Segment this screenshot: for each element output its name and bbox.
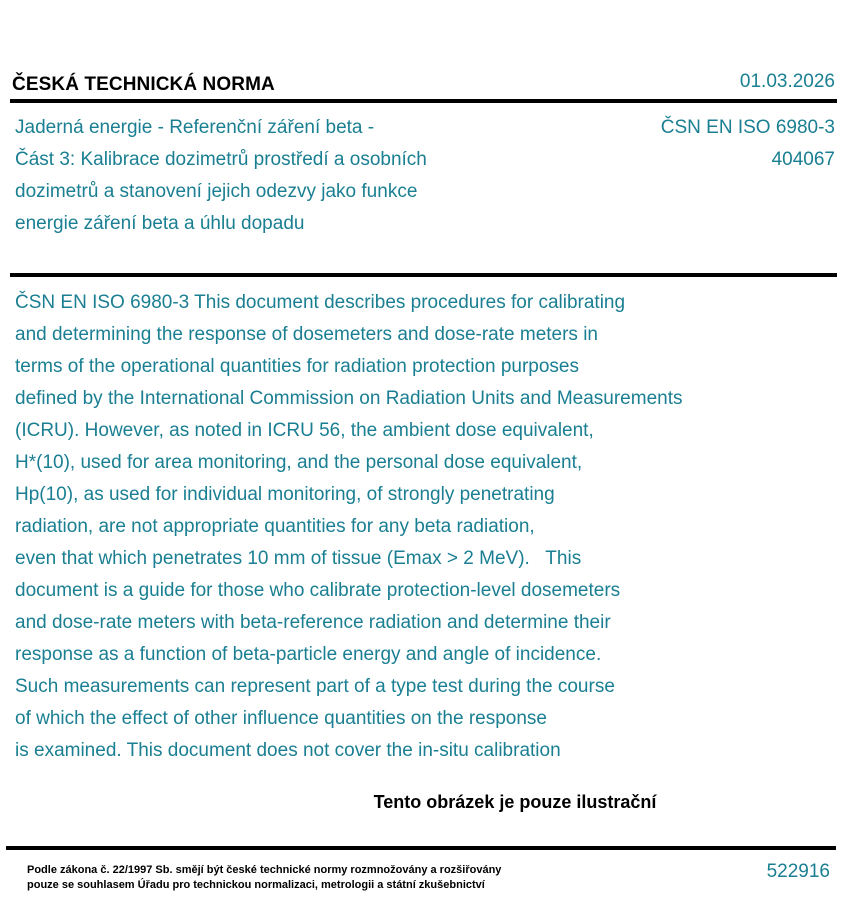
illustration-notice: Tento obrázek je pouze ilustrační (373, 792, 657, 812)
standard-title-line-4: energie záření beta a úhlu dopadu (15, 213, 305, 234)
illustration-notice-row (0, 792, 865, 813)
catalog-number: 522916 (766, 861, 830, 882)
abstract-line: Such measurements can represent part of a type test during the course (15, 676, 615, 697)
document-type-heading: ČESKÁ TECHNICKÁ NORMA (12, 74, 275, 95)
abstract-line: (ICRU). However, as noted in ICRU 56, the ambient dose equivalent, (15, 420, 594, 441)
abstract-line: defined by the International Commission on Radiation Units and Measurements (15, 388, 683, 409)
class-number: 404067 (771, 149, 835, 170)
abstract-line: ČSN EN ISO 6980-3 This document describes procedures for calibrating (15, 292, 626, 313)
abstract-line: document is a guide for those who calibrate protection-level dosemeters (15, 580, 621, 601)
legal-notice-line-2: pouze se souhlasem Úřadu pro technickou normalizaci, metrologii a státní zkušebnictví (27, 879, 485, 891)
abstract-line: is examined. This document does not cover the in-situ calibration (15, 740, 561, 761)
standard-title-line-2: Část 3: Kalibrace dozimetrů prostředí a osobních (15, 149, 427, 170)
abstract-line: response as a function of beta-particle energy and angle of incidence. (15, 644, 602, 665)
publication-date: 01.03.2026 (739, 71, 835, 92)
title-divider (10, 273, 837, 277)
abstract-line: radiation, are not appropriate quantities for any beta radiation, (15, 516, 535, 537)
abstract-line: and dose-rate meters with beta-reference radiation and determine their (15, 612, 611, 633)
header-divider (10, 99, 837, 103)
abstract-line: even that which penetrates 10 mm of tissue (Emax > 2 MeV). This (15, 548, 582, 569)
standard-title-line-3: dozimetrů a stanovení jejich odezvy jako funkce (15, 181, 418, 202)
standard-code: ČSN EN ISO 6980-3 (660, 117, 835, 138)
footer-divider (6, 846, 836, 850)
standard-title-line-1: Jaderná energie - Referenční záření beta - (15, 117, 375, 138)
abstract-line: of which the effect of other influence quantities on the response (15, 708, 547, 729)
abstract-line: Hp(10), as used for individual monitoring, of strongly penetrating (15, 484, 555, 505)
abstract-line: and determining the response of dosemeters and dose-rate meters in (15, 324, 598, 345)
abstract-line: terms of the operational quantities for radiation protection purposes (15, 356, 579, 377)
abstract-line: H*(10), used for area monitoring, and the personal dose equivalent, (15, 452, 583, 473)
legal-notice-line-1: Podle zákona č. 22/1997 Sb. smějí být české technické normy rozmnožovány a rozšiřovány (27, 864, 502, 876)
